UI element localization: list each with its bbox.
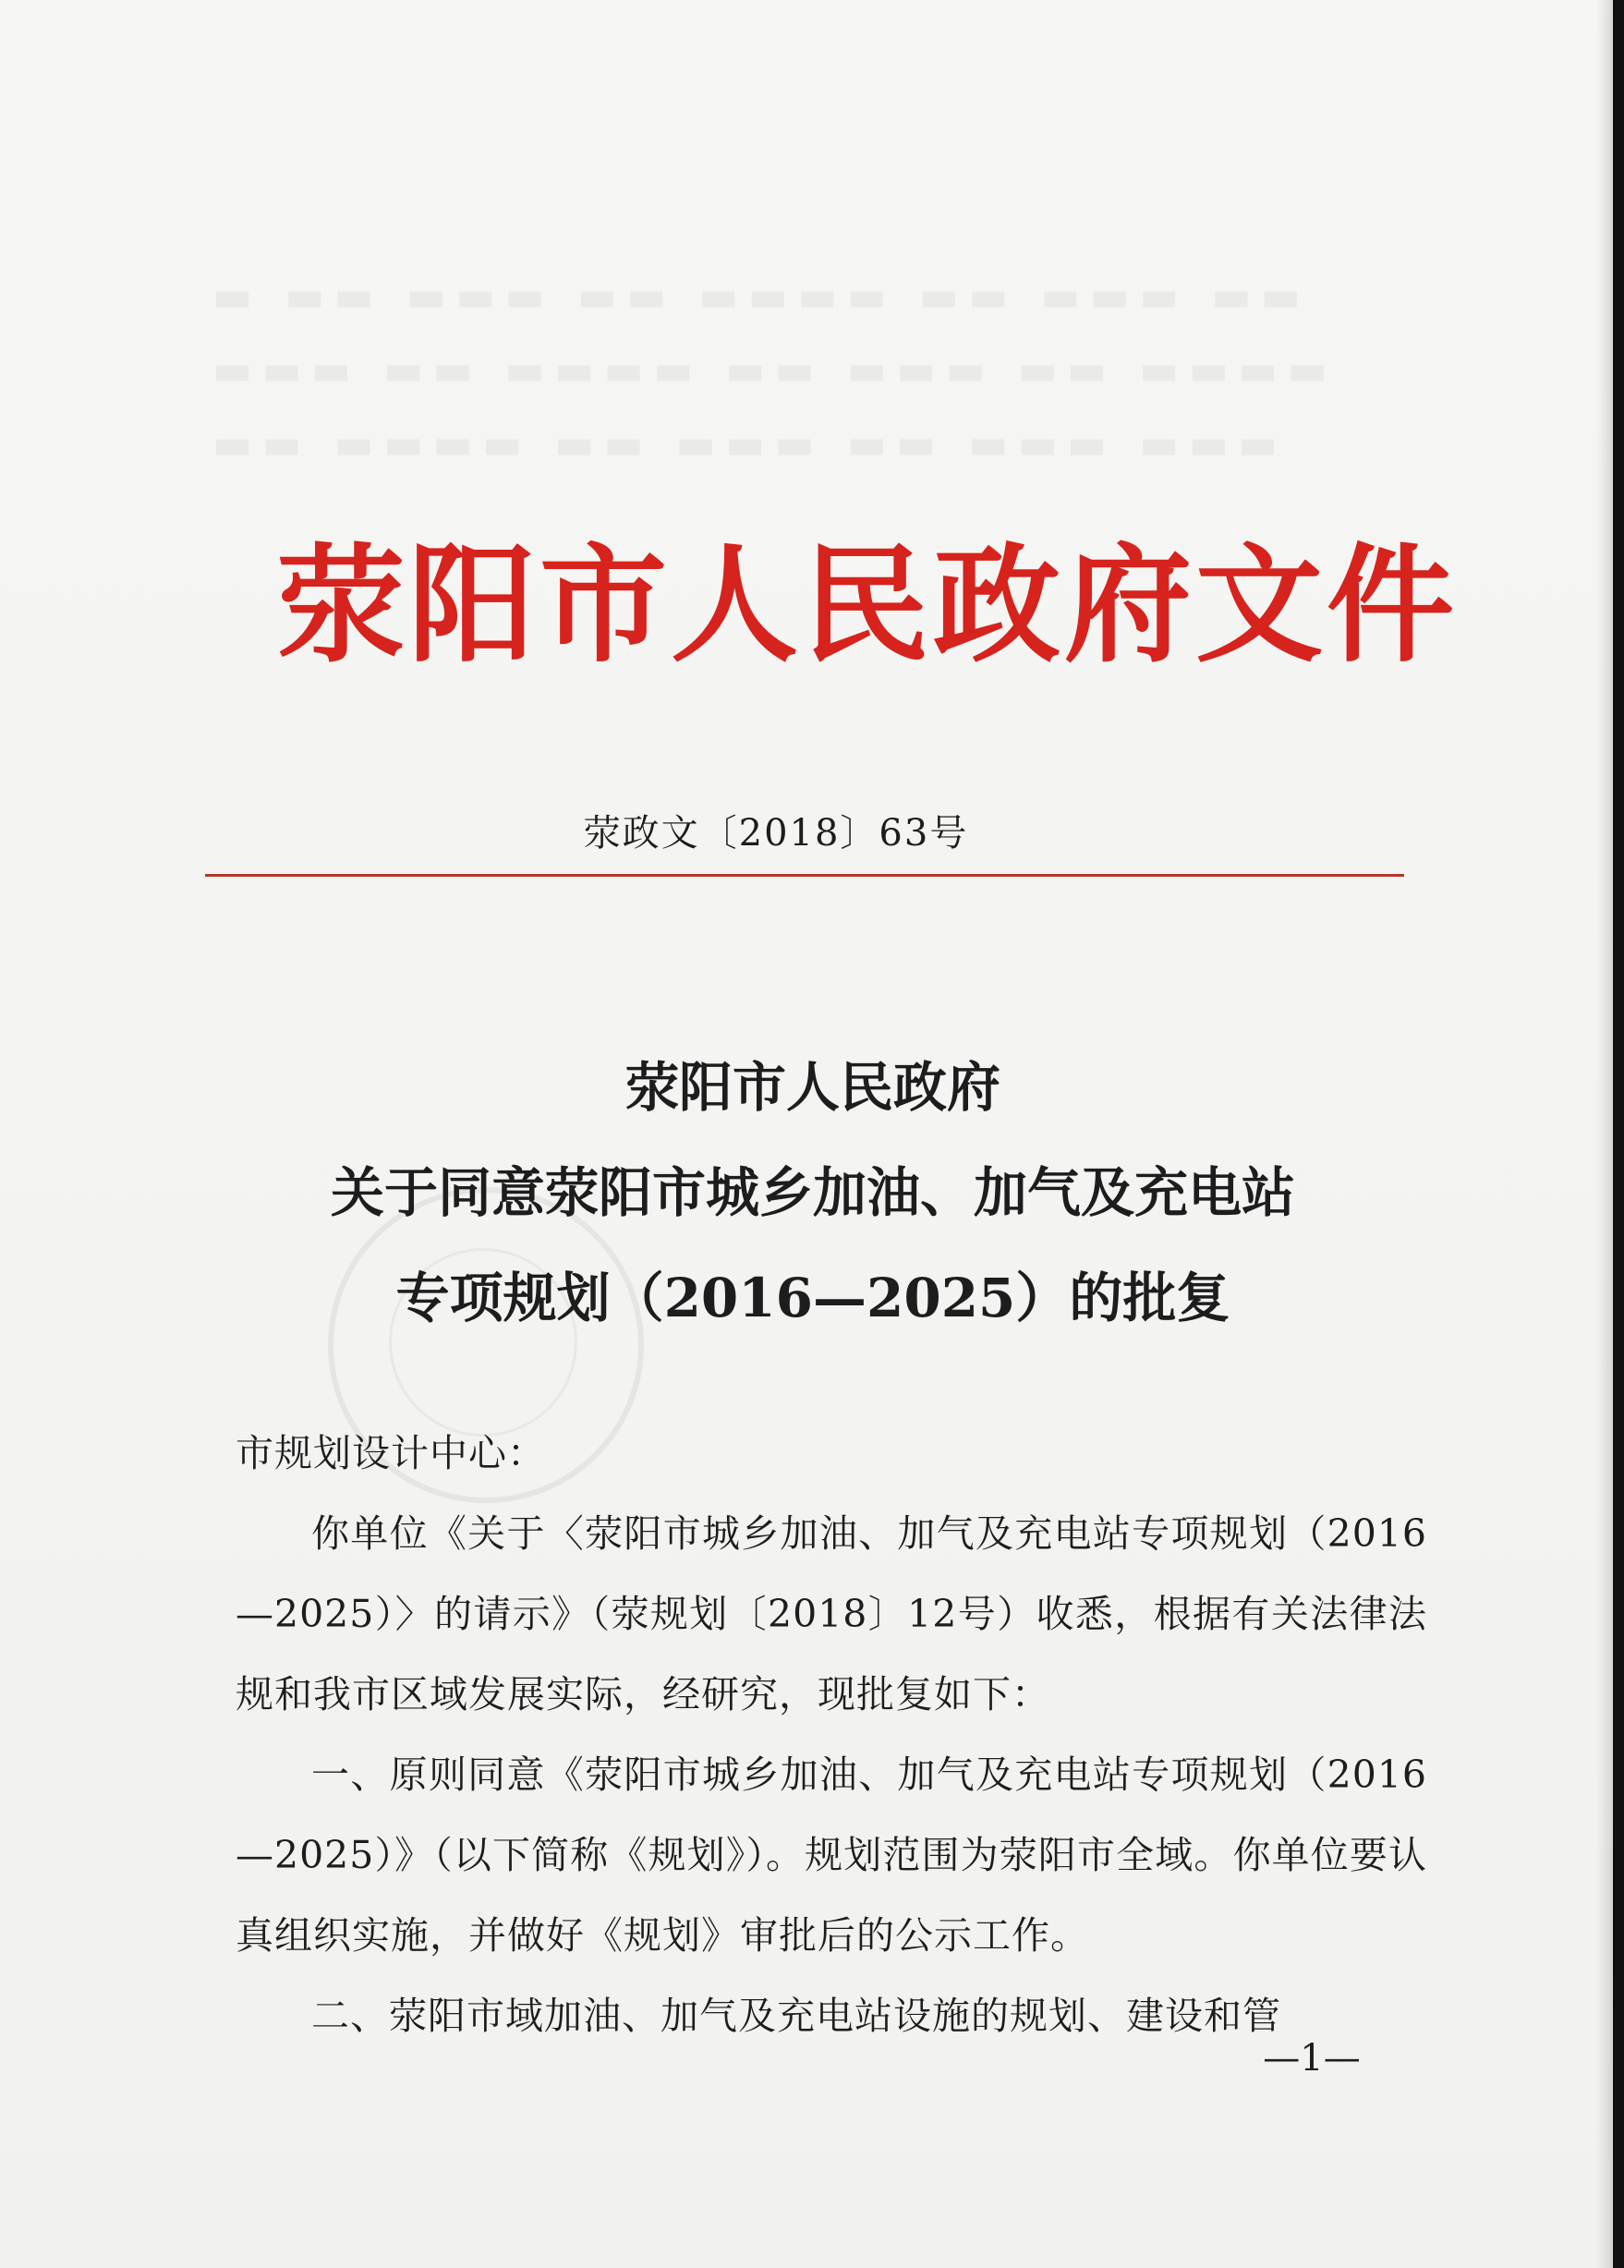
page-number: —1— — [1263, 2037, 1361, 2080]
body-paragraph: 二、荥阳市域加油、加气及充电站设施的规划、建设和管 — [311, 1994, 1281, 2038]
red-divider-line — [205, 874, 1404, 877]
body-paragraph: 一、原则同意《荥阳市城乡加油、加气及充电站专项规划（2016—2025）》（以下简称《规划》）。规划范围为荥阳市全域。你单位要认真组织实施，并做好《规划》审批后的公示工作。 — [236, 1753, 1427, 1958]
document-title — [185, 1035, 1441, 1351]
scan-edge — [1613, 0, 1624, 2268]
show-through-text: ▬ ▬▬ ▬▬▬ ▬▬ ▬▬▬▬ ▬▬ ▬▬▬ ▬▬ ▬▬▬ ▬▬ ▬▬▬▬ ▬▬ ▬▬▬ ▬▬ ▬▬▬▬ ▬▬ ▬▬▬▬ ▬▬ ▬▬▬ ▬▬ ▬▬▬ ▬▬▬ — [212, 271, 1337, 468]
title-line: 关于同意荥阳市城乡加油、加气及充电站 — [330, 1161, 1295, 1224]
document-number: 荥政文〔2018〕63号 — [583, 812, 969, 855]
title-line: 专项规划（2016—2025）的批复 — [395, 1267, 1230, 1329]
masthead: 荥阳市人民政府文件 — [277, 529, 1459, 680]
title-line: 荥阳市人民政府 — [624, 1056, 1000, 1119]
body-paragraph: 你单位《关于〈荥阳市城乡加油、加气及充电站专项规划（2016—2025）〉的请示》（荥规划〔2018〕12号）收悉，根据有关法律法规和我市区域发展实际，经研究，现批复如下： — [236, 1511, 1427, 1716]
document-body — [236, 1413, 1427, 2056]
scan-edge-shadow — [1596, 0, 1613, 2268]
addressee: 市规划设计中心： — [236, 1431, 546, 1475]
